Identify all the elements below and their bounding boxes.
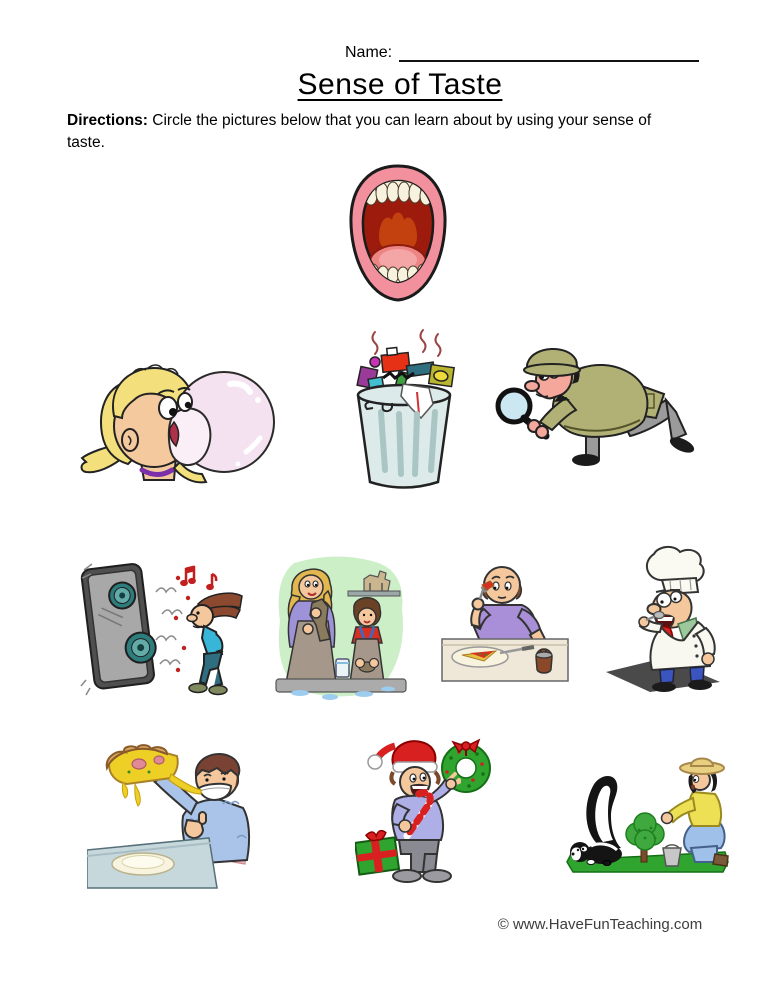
directions-text: Circle the pictures below that you can learn about by using your sense of taste. [67,112,652,152]
picture-smelly-trash-can[interactable] [345,322,463,495]
picture-christmas-wreath-man[interactable] [355,734,497,885]
picture-boy-eating-pizza[interactable] [87,742,252,890]
open-mouth-illustration [343,163,453,303]
skunk-gardener-illustration [565,750,730,876]
christmas-man-illustration [355,734,497,885]
name-label: Name: [345,44,393,61]
clay-sculpting-illustration [272,551,410,702]
man-eating-illustration [440,561,570,687]
speaker-music-illustration [80,552,245,702]
bubble-gum-girl-illustration [78,352,276,497]
picture-girl-blowing-bubble-gum[interactable] [78,352,276,497]
chef-illustration [598,544,748,700]
picture-man-eating-meal[interactable] [440,561,570,687]
picture-detective-magnifying-glass[interactable] [494,342,700,470]
detective-illustration [494,342,700,470]
directions-label: Directions: [67,112,148,129]
directions [67,110,667,155]
trash-can-illustration [345,322,463,495]
copyright-text: © www.HaveFunTeaching.com [497,916,703,933]
picture-open-mouth[interactable] [343,163,453,303]
picture-loud-speaker-music[interactable] [80,552,245,702]
picture-clay-sculpting[interactable] [272,551,410,702]
page-title: Sense of Taste [297,68,503,101]
name-blank-line[interactable] [399,42,699,62]
pizza-boy-illustration [87,742,252,890]
picture-chef-tasting-food[interactable] [598,544,748,700]
name-row [345,42,699,62]
picture-skunk-and-gardener[interactable] [565,750,730,876]
